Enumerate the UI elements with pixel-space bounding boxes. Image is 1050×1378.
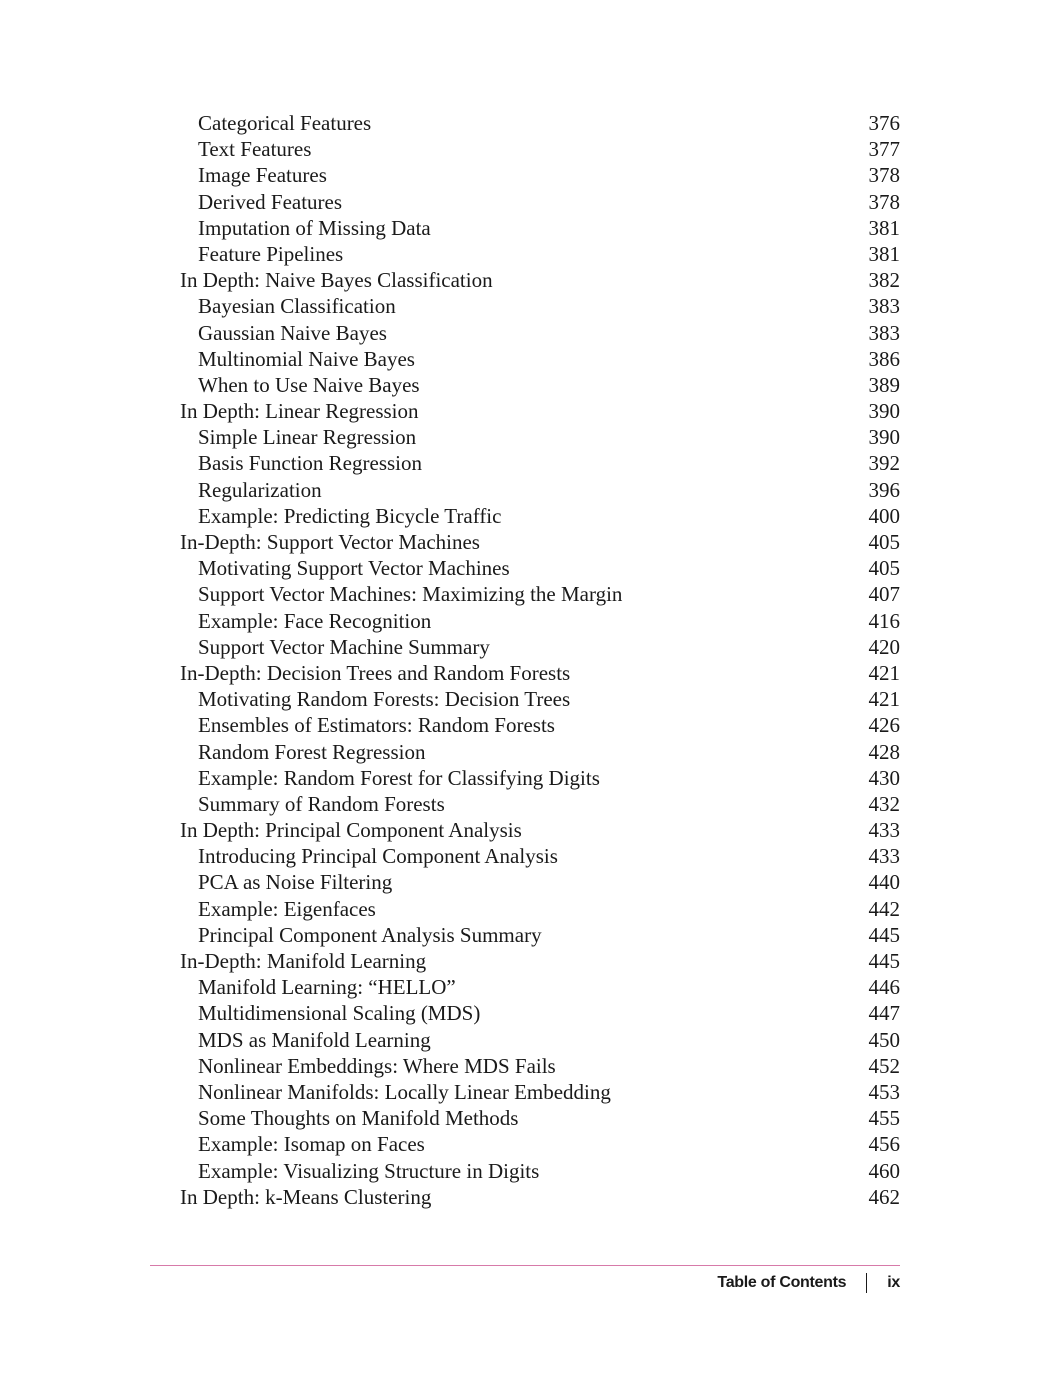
toc-entry-title: PCA as Noise Filtering: [198, 870, 393, 895]
toc-section-entry[interactable]: [180, 215, 900, 241]
toc-chapter-entry[interactable]: [180, 948, 900, 974]
toc-section-entry[interactable]: [180, 686, 900, 712]
toc-entry-page: 407: [868, 582, 900, 607]
page-footer: [717, 1272, 900, 1294]
toc-entry-title: Gaussian Naive Bayes: [198, 320, 387, 345]
toc-entry-title: Example: Random Forest for Classifying Digits: [198, 765, 600, 790]
toc-entry-title: Manifold Learning: “HELLO”: [198, 975, 456, 1000]
toc-section-entry[interactable]: [180, 1158, 900, 1184]
toc-section-entry[interactable]: [180, 1105, 900, 1131]
toc-entry-page: 400: [868, 503, 900, 528]
toc-entry-title: In-Depth: Manifold Learning: [180, 949, 427, 973]
toc-section-entry[interactable]: [180, 189, 900, 215]
toc-entry-title: Categorical Features: [198, 111, 372, 135]
toc-entry-page: 452: [868, 1053, 900, 1078]
toc-entry-title: Example: Eigenfaces: [198, 896, 376, 921]
toc-entry-page: 396: [868, 477, 900, 502]
toc-entry-page: 445: [868, 949, 900, 973]
table-of-contents-list: [180, 110, 900, 1210]
toc-chapter-entry[interactable]: [180, 660, 900, 686]
toc-entry-title: In Depth: Linear Regression: [180, 399, 419, 424]
toc-entry-title: Example: Visualizing Structure in Digits: [198, 1158, 540, 1183]
footer-page-number: ix: [887, 1274, 900, 1291]
toc-entry-title: Regularization: [198, 477, 322, 502]
toc-section-entry[interactable]: [180, 372, 900, 398]
toc-entry-title: When to Use Naive Bayes: [198, 372, 420, 397]
toc-section-entry[interactable]: [180, 843, 900, 869]
toc-entry-title: Basis Function Regression: [198, 451, 422, 476]
toc-entry-page: 392: [868, 451, 900, 476]
toc-entry-title: Nonlinear Manifolds: Locally Linear Embedding: [198, 1079, 611, 1104]
toc-section-entry[interactable]: [180, 293, 900, 319]
toc-entry-title: Example: Face Recognition: [198, 608, 432, 633]
toc-entry-page: 376: [868, 111, 900, 135]
toc-entry-title: Nonlinear Embeddings: Where MDS Fails: [198, 1053, 556, 1078]
toc-entry-title: In Depth: k-Means Clustering: [180, 1184, 432, 1209]
toc-entry-page: 446: [868, 975, 900, 1000]
toc-section-entry[interactable]: [180, 765, 900, 791]
toc-entry-title: Random Forest Regression: [198, 739, 426, 764]
toc-section-entry[interactable]: [180, 634, 900, 660]
toc-entry-page: 381: [868, 241, 900, 266]
toc-entry-page: 382: [868, 268, 900, 293]
footer-rule: [150, 1265, 900, 1266]
toc-entry-page: 456: [868, 1132, 900, 1157]
toc-entry-title: Multidimensional Scaling (MDS): [198, 1001, 481, 1026]
toc-entry-page: 421: [868, 687, 900, 712]
toc-entry-page: 378: [868, 189, 900, 214]
toc-section-entry[interactable]: [180, 320, 900, 346]
footer-section-title: Table of Contents: [717, 1274, 847, 1291]
toc-entry-title: Introducing Principal Component Analysis: [198, 844, 558, 869]
toc-entry-page: 421: [868, 660, 900, 685]
toc-entry-title: Example: Isomap on Faces: [198, 1132, 425, 1157]
toc-entry-title: Support Vector Machines: Maximizing the Margin: [198, 582, 623, 607]
toc-entry-title: In Depth: Principal Component Analysis: [180, 818, 522, 843]
footer-separator: [866, 1273, 867, 1293]
toc-chapter-entry[interactable]: [180, 398, 900, 424]
toc-entry-title: Simple Linear Regression: [198, 425, 417, 450]
toc-entry-page: 440: [868, 870, 900, 895]
toc-section-entry[interactable]: [180, 581, 900, 607]
toc-entry-title: Example: Predicting Bicycle Traffic: [198, 503, 502, 528]
toc-entry-page: 433: [868, 818, 900, 843]
toc-entry-title: Imputation of Missing Data: [198, 215, 431, 240]
toc-entry-title: Motivating Random Forests: Decision Trees: [198, 687, 571, 712]
toc-entry-title: Motivating Support Vector Machines: [198, 556, 510, 581]
toc-entry-title: In-Depth: Support Vector Machines: [180, 530, 480, 554]
toc-entry-page: 432: [868, 791, 900, 816]
toc-section-entry[interactable]: [180, 450, 900, 476]
toc-section-entry[interactable]: [180, 346, 900, 372]
toc-entry-page: 381: [868, 215, 900, 240]
toc-section-entry[interactable]: [180, 477, 900, 503]
toc-section-entry[interactable]: [180, 424, 900, 450]
toc-entry-page: 433: [868, 844, 900, 869]
toc-section-entry[interactable]: [180, 922, 900, 948]
toc-entry-title: MDS as Manifold Learning: [198, 1027, 431, 1052]
toc-chapter-entry[interactable]: [180, 529, 900, 555]
toc-chapter-entry[interactable]: [180, 267, 900, 293]
toc-entry-page: 378: [868, 163, 900, 188]
toc-entry-page: 428: [868, 739, 900, 764]
toc-section-entry[interactable]: [180, 739, 900, 765]
toc-entry-page: 462: [868, 1184, 900, 1209]
toc-chapter-entry[interactable]: [180, 1184, 900, 1210]
toc-section-entry[interactable]: [180, 1053, 900, 1079]
toc-entry-page: 420: [868, 634, 900, 659]
toc-entry-page: 447: [868, 1001, 900, 1026]
toc-entry-title: Principal Component Analysis Summary: [198, 922, 542, 947]
toc-section-entry[interactable]: [180, 503, 900, 529]
toc-entry-page: 390: [868, 399, 900, 424]
toc-entry-title: Multinomial Naive Bayes: [198, 346, 415, 371]
toc-section-entry[interactable]: [180, 869, 900, 895]
toc-entry-page: 377: [868, 137, 900, 162]
toc-entry-title: Image Features: [198, 163, 327, 188]
toc-entry-title: Feature Pipelines: [198, 241, 344, 266]
toc-section-entry[interactable]: [180, 896, 900, 922]
toc-entry-page: 426: [868, 713, 900, 738]
toc-entry-page: 442: [868, 896, 900, 921]
toc-entry-title: Summary of Random Forests: [198, 791, 445, 816]
toc-section-entry[interactable]: [180, 110, 900, 136]
toc-entry-title: Ensembles of Estimators: Random Forests: [198, 713, 555, 738]
toc-entry-title: Bayesian Classification: [198, 294, 396, 319]
toc-entry-page: 390: [868, 425, 900, 450]
toc-section-entry[interactable]: [180, 136, 900, 162]
toc-entry-page: 405: [868, 530, 900, 554]
toc-section-entry[interactable]: [180, 1079, 900, 1105]
toc-entry-page: 455: [868, 1106, 900, 1131]
toc-entry-page: 445: [868, 922, 900, 947]
toc-section-entry[interactable]: [180, 608, 900, 634]
toc-entry-title: Text Features: [198, 137, 312, 162]
toc-entry-title: In Depth: Naive Bayes Classification: [180, 268, 493, 293]
toc-entry-page: 383: [868, 320, 900, 345]
toc-entry-page: 386: [868, 346, 900, 371]
toc-section-entry[interactable]: [180, 1000, 900, 1026]
toc-section-entry[interactable]: [180, 974, 900, 1000]
toc-entry-page: 405: [868, 556, 900, 581]
toc-entry-title: In-Depth: Decision Trees and Random Forests: [180, 660, 571, 685]
toc-chapter-entry[interactable]: [180, 817, 900, 843]
toc-entry-page: 383: [868, 294, 900, 319]
toc-entry-page: 389: [868, 372, 900, 397]
toc-entry-page: 430: [868, 765, 900, 790]
toc-section-entry[interactable]: [180, 791, 900, 817]
toc-section-entry[interactable]: [180, 1027, 900, 1053]
toc-entry-page: 460: [868, 1158, 900, 1183]
toc-section-entry[interactable]: [180, 712, 900, 738]
toc-entry-page: 416: [868, 608, 900, 633]
toc-section-entry[interactable]: [180, 162, 900, 188]
toc-entry-title: Derived Features: [198, 189, 343, 214]
toc-entry-title: Some Thoughts on Manifold Methods: [198, 1106, 519, 1131]
toc-section-entry[interactable]: [180, 241, 900, 267]
toc-section-entry[interactable]: [180, 1131, 900, 1157]
toc-entry-title: Support Vector Machine Summary: [198, 634, 490, 659]
toc-entry-page: 450: [868, 1027, 900, 1052]
toc-entry-page: 453: [868, 1079, 900, 1104]
toc-section-entry[interactable]: [180, 555, 900, 581]
